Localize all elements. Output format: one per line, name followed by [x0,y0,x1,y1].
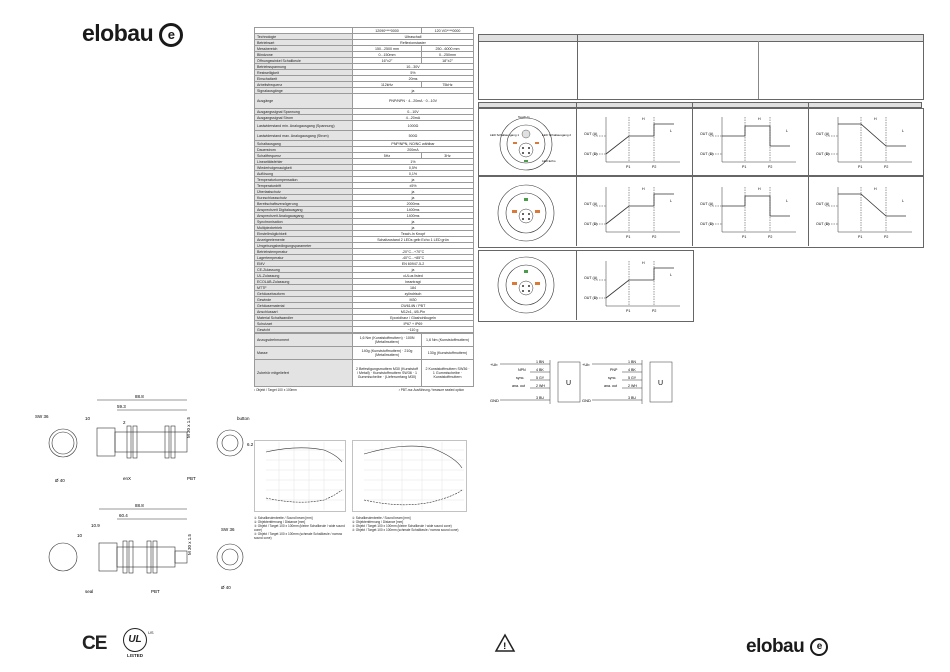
spec-label: Blindzone [255,52,353,58]
wiring-diagram-npn [490,356,590,408]
spec-label: Multiplexbetrieb [255,225,353,231]
spec-value: ja [353,225,474,231]
spec-label: Lastwiderstand min. Analogausgang (Spannung) [255,121,353,131]
legend-left-4: ④ Objekt / Target 100 x 100mm (schmale Schallkeule / narrow sound cone) [254,532,343,540]
ul-us: US [148,630,154,635]
spec-value: 200mA [353,147,474,153]
spec-label: Anzeigeelemente [255,237,353,243]
wiring-left-pin2: 4 BK [536,368,544,372]
spec-label: Ausgangssignal Spannung [255,109,353,115]
dimension-drawing-bottom [25,495,250,600]
brand-name-footer: elobau [746,636,805,657]
spec-label: Betriebsspannung [255,64,353,70]
spec-label: Technologie [255,34,353,40]
spec-label: UL-Zulassung [255,273,353,279]
legend-right-2: ② Objektentfernung / Distance [mm] [352,520,404,524]
spec-header-model-1: 12090****0000 [353,28,422,34]
spec-value: 140g (Kunststoffmuttern) · 210g (Metallmuttern) [353,347,422,360]
wiring-right-pin5: 3 BU [628,396,636,400]
info-table [478,34,924,100]
spec-label: Temperaturdrift [255,183,353,189]
dim-b: 10 [85,416,91,421]
spec-tall-row [255,347,474,360]
spec-value: 75kHz [422,82,474,88]
spec-value: 0,1% [353,171,474,177]
beam-diagram-right [352,440,467,512]
beam-legend-right [352,516,467,532]
spec-value: PNP/NPN, NO/NC wählbar [353,141,474,147]
spec-label: Betriebsart [255,40,353,46]
ul-mark [118,628,152,658]
teach-out-a: OUT (A) [584,202,598,206]
spec-value: 0,5% [353,165,474,171]
legend-left-2: ② Objektentfernung / Distance [mm] [254,520,306,524]
spec-value: PNP/NPN · 4...20mA · 0...10V [353,94,474,109]
dim-bottom-c: 10 [77,533,83,538]
beam-diagram-left [254,440,346,512]
dim-bottom-sw: SW 36 [221,527,235,532]
spec-value: -20°C...+70°C [353,249,474,255]
teach-characteristic-graph [816,112,916,172]
teach-h: H [642,261,645,265]
spec-value: 1400ms [353,213,474,219]
ul-listed: LISTED [126,653,143,658]
spec-value: -40°C...+85°C [353,255,474,261]
teach-l: L [902,199,904,203]
spec-value: 1000Ω [353,121,474,131]
teach-p1: P1 [742,165,747,169]
wiring-left-ub: +Ub [490,362,498,367]
spec-label: Masse [255,347,353,360]
spec-value: ja [353,267,474,273]
spec-value: ja [353,177,474,183]
teach-h: H [758,187,761,191]
spec-label: Anschlussart [255,309,353,315]
spec-label: MTTF [255,285,353,291]
spec-label: Lagertemperatur [255,255,353,261]
spec-value: ja [353,219,474,225]
beam-legend-left [254,516,349,540]
teach-characteristic-graph [584,112,684,172]
dim-bottom-seal: seal [85,589,94,594]
spec-label: Gewinde [255,297,353,303]
teach-h: H [758,117,761,121]
dim-bottom-b: 10.9 [91,523,100,528]
teach-p2: P2 [652,235,657,239]
spec-value: 3Hz [422,153,474,159]
spec-label: Auflösung [255,171,353,177]
teach-out-a: OUT (A) [584,276,598,280]
spec-value: 500Ω [353,131,474,141]
ce-mark: CE [82,633,107,654]
spec-label: Signalausgänge [255,88,353,94]
teach-out-a: OUT (A) [816,132,830,136]
spec-value: 2 Befestigungsmuttern M30 (Kunststoff / Metall) · Kunststoffmuttern SW36 · 1 Gummischeibe · (Lieferumfang M30) [353,360,422,387]
spec-value: 2000ms [353,201,474,207]
spec-value: IP67 + IP69 [353,321,474,327]
spec-value: 4...20mA [353,115,474,121]
spec-value: 1400ms [353,207,474,213]
teach-h: H [874,187,877,191]
teach-p1: P1 [626,165,631,169]
wiring-left-pin1: 1 BN [536,360,544,364]
teach-out-a: OUT (A) [700,202,714,206]
wiring-right-ub: +Ub [582,362,590,367]
wiring-right-pin2: 4 BK [628,368,636,372]
spec-label: Synchronisation [255,219,353,225]
teach-characteristic-graph [700,182,800,242]
teach-p1: P1 [626,309,631,313]
connector-label-led2: LED Schaltausgang 2 [542,133,572,137]
spec-label: Ausgänge [255,94,353,109]
spec-label: Zubehör mitgeliefert [255,360,353,387]
spec-value: Ultraschall [353,34,474,40]
teach-p2: P2 [884,165,889,169]
footnote-2: ² PBT-nur-Ausführung / treasure sealed option [398,388,464,392]
wiring-left-sig3: ana. out [512,384,525,388]
dim-sw: SW 36 [35,414,49,419]
spec-label: Material Schallwandler [255,315,353,321]
wiring-right-sig1: PNP [610,368,618,372]
spec-value: 20ms [353,76,474,82]
teach-l: L [902,129,904,133]
brand-name: elobau [82,20,154,46]
teach-out-a: OUT (A) [584,132,598,136]
spec-label: Schaltausgang [255,141,353,147]
spec-value: 18°±2° [422,58,474,64]
connector-label-led1: LED Schaltausgang 1 [490,133,520,137]
teach-h: H [642,187,645,191]
wiring-right-sig2: sync. [608,376,617,380]
spec-value: Teach-In Knopf [353,231,474,237]
teach-p2: P2 [652,165,657,169]
dim-bottom-thread: M 30 x 1.5 [187,533,192,555]
spec-value: 1,6 Nm (Kunststoffmuttern) · 100N (Metallmuttern) [353,334,422,347]
spec-label: Schutzart [255,321,353,327]
spec-label: Wiederholgenauigkeit [255,165,353,171]
teach-l: L [670,273,672,277]
dim-label-pbt: PBT [187,476,196,481]
spec-label: Bereitschaftsverzögerung [255,201,353,207]
brand-logo [82,20,183,47]
spec-value: 5% [353,70,474,76]
dim-label-enx: enX [123,476,132,481]
spec-row [255,94,474,109]
wiring-left-sig1: NPN [518,368,526,372]
spec-label: Anzugsdrehmoment [255,334,353,347]
spec-value: M30 [353,297,474,303]
spec-value: ~110 g [353,327,474,333]
spec-value: 16°±2° [353,58,422,64]
spec-label: Ansprechzeit Analogausgang [255,213,353,219]
dim-bottom-diameter: Ø 40 [221,585,231,590]
spec-value: cULus listed [353,273,474,279]
teach-h: H [874,117,877,121]
teach-characteristic-graph [584,256,684,316]
spec-row [255,131,474,141]
teach-p2: P2 [768,165,773,169]
spec-tall-row [255,334,474,347]
legend-right-3: ③ Objekt / Target 100 x 100mm (kleine Schallkeule / wide sound cone) [352,524,452,528]
wiring-right-symbol: U [658,380,664,387]
dim-label-button: button [237,416,250,421]
spec-value: 0...150mm [353,52,422,58]
spec-label: ECOLAB-Zulassung [255,279,353,285]
spec-value: ja [353,189,474,195]
spec-label: Ausgangssignal Strom [255,115,353,121]
dim-bottom-a: 60.4 [119,513,128,518]
spec-label: CE-Zulassung [255,267,353,273]
spec-row [255,121,474,131]
spec-value: Schaltzustand 2 LEDs gelb Echo 1 LED grün [353,237,474,243]
spec-value: M12x1, 4/5-Pin [353,309,474,315]
spec-tall-row [255,360,474,387]
spec-value: ja [353,88,474,94]
dim-bottom-total: 88.8 [135,503,144,508]
ul-logo: UL [123,628,147,652]
spec-value: 1% [353,159,474,165]
teach-characteristic-graph [700,112,800,172]
brand-mark-footer: e [810,638,828,656]
spec-value: ja [353,195,474,201]
teach-p1: P1 [858,235,863,239]
teach-out-d: OUT (D) [584,222,598,226]
spec-label: Linearitätsfehler [255,159,353,165]
spec-label: Gehäusebauform [255,291,353,297]
wiring-right-gnd: GND [582,398,591,403]
spec-label: Ansprechzeit Digitalausgang [255,207,353,213]
spec-label: Kurzschlussschutz [255,195,353,201]
legend-left-3: ③ Objekt / Target 100 x 100mm (kleine Schallkeule / wide sound cone) [254,524,345,532]
spec-label: Temperaturkompensation [255,177,353,183]
spec-value: zylindrisch [353,291,474,297]
wiring-left-gnd: GND [490,398,499,403]
wiring-left-sig2: sync. [516,376,525,380]
wiring-left-symbol: U [566,380,572,387]
spec-label: Betriebstemperatur [255,249,353,255]
dim-diameter: Ø 40 [55,478,65,483]
spec-header-model-2: 120 VG****0000 [422,28,474,34]
spec-value: Epoxidharz / Glashohlkugeln [353,315,474,321]
teach-h: H [642,117,645,121]
spec-label: Öffnungswinkel Schallkeule [255,58,353,64]
spec-value: EN 60947-5-2 [353,261,474,267]
spec-label: Gehäusematerial [255,303,353,309]
spec-label: EMV [255,261,353,267]
connector-label-teach: Teach-In [518,115,530,119]
teach-out-a: OUT (A) [700,132,714,136]
spec-value: CW614N / PBT [353,303,474,309]
wiring-left-pin4: 2 WH [536,384,545,388]
legend-right-4: ④ Objekt / Target 100 x 100mm (schmale Schallkeule / narrow sound cone) [352,528,459,532]
spec-value: 5Hz [353,153,422,159]
spec-value: ±5% [353,183,474,189]
spec-value: 0...250mm [422,52,474,58]
legend-right-1: ① Schallkeulenbreite / Sound beam [mm] [352,516,411,520]
footnote-1: ¹ Objekt / Target 100 x 100mm [254,388,297,392]
spec-value: Reflexionstaster [353,40,474,46]
teach-p2: P2 [884,235,889,239]
dim-total: 88.8 [135,394,144,399]
wiring-right-pin3: 5 GY [628,376,637,380]
spec-label: Überlastschutz [255,189,353,195]
wiring-left-pin3: 5 GY [536,376,545,380]
dim-c: 2 [123,420,126,425]
legend-left-1: ① Schallkeulenbreite / Sound beam [mm] [254,516,313,520]
teach-p1: P1 [742,235,747,239]
teach-p1: P1 [858,165,863,169]
teach-out-d: OUT (D) [816,222,830,226]
brand-logo-footer [746,636,828,658]
spec-label: Schaltfrequenz [255,153,353,159]
spec-label: Umgebungsbedingungsparameter [255,243,353,249]
spec-value: 0...10V [353,109,474,115]
spec-row [255,327,474,333]
spec-label: Lastwiderstand max. Analogausgang (Strom) [255,131,353,141]
spec-label: Messbereich [255,46,353,52]
dim-a: 59.3 [117,404,126,409]
spec-value: 1,6 Nm (Kunststoffmuttern) [422,334,474,347]
teach-out-a: OUT (A) [816,202,830,206]
spec-value: 2 Kunststoffmuttern SW36 · 1 Gummischeibe · Kunststoffmuttern [422,360,474,387]
wiring-right-sig3: ana. out [604,384,617,388]
wiring-diagram-pnp [582,356,682,408]
dim-bottom-pbt: PBT [151,589,160,594]
spec-label: Einschaltzeit [255,76,353,82]
spec-label: Arbeitsfrequenz [255,82,353,88]
teach-characteristic-graph [584,182,684,242]
spec-value: 250...6000 mm [422,46,474,52]
teach-out-d: OUT (D) [584,296,598,300]
teach-out-d: OUT (D) [700,222,714,226]
teach-p2: P2 [652,309,657,313]
teach-p2: P2 [768,235,773,239]
wiring-left-pin5: 3 BU [536,396,544,400]
warning-icon [495,634,515,652]
teach-l: L [786,129,788,133]
teach-l: L [670,129,672,133]
spec-value: 10...30V [353,64,474,70]
teach-l: L [786,199,788,203]
teach-l: L [670,199,672,203]
spec-value: 184 [353,285,474,291]
wiring-right-pin4: 2 WH [628,384,637,388]
teach-p1: P1 [626,235,631,239]
spec-label: Einstellmöglichkeit [255,231,353,237]
teach-out-d: OUT (D) [584,152,598,156]
spec-value: 112kHz [353,82,422,88]
spec-label: Dauerstrom [255,147,353,153]
spec-table [254,27,474,393]
teach-out-d: OUT (D) [700,152,714,156]
spec-value: 150...2500 mm [353,46,422,52]
teach-out-d: OUT (D) [816,152,830,156]
spec-label: Gewicht [255,327,353,333]
brand-mark: e [159,23,183,47]
wiring-right-pin1: 1 BN [628,360,636,364]
spec-value: 130g (Kunststoffmuttern) [422,347,474,360]
spec-label: Restwelligkeit [255,70,353,76]
dimension-drawing-top [25,388,254,498]
dim-thread: M 30 x 1.5 [186,416,191,438]
spec-value: beantragt [353,279,474,285]
svg-text:!: ! [503,641,507,651]
connector-label-echo: LED Echo [542,159,556,163]
teach-characteristic-graph [816,182,916,242]
dim-width: 6.2 [247,442,254,447]
